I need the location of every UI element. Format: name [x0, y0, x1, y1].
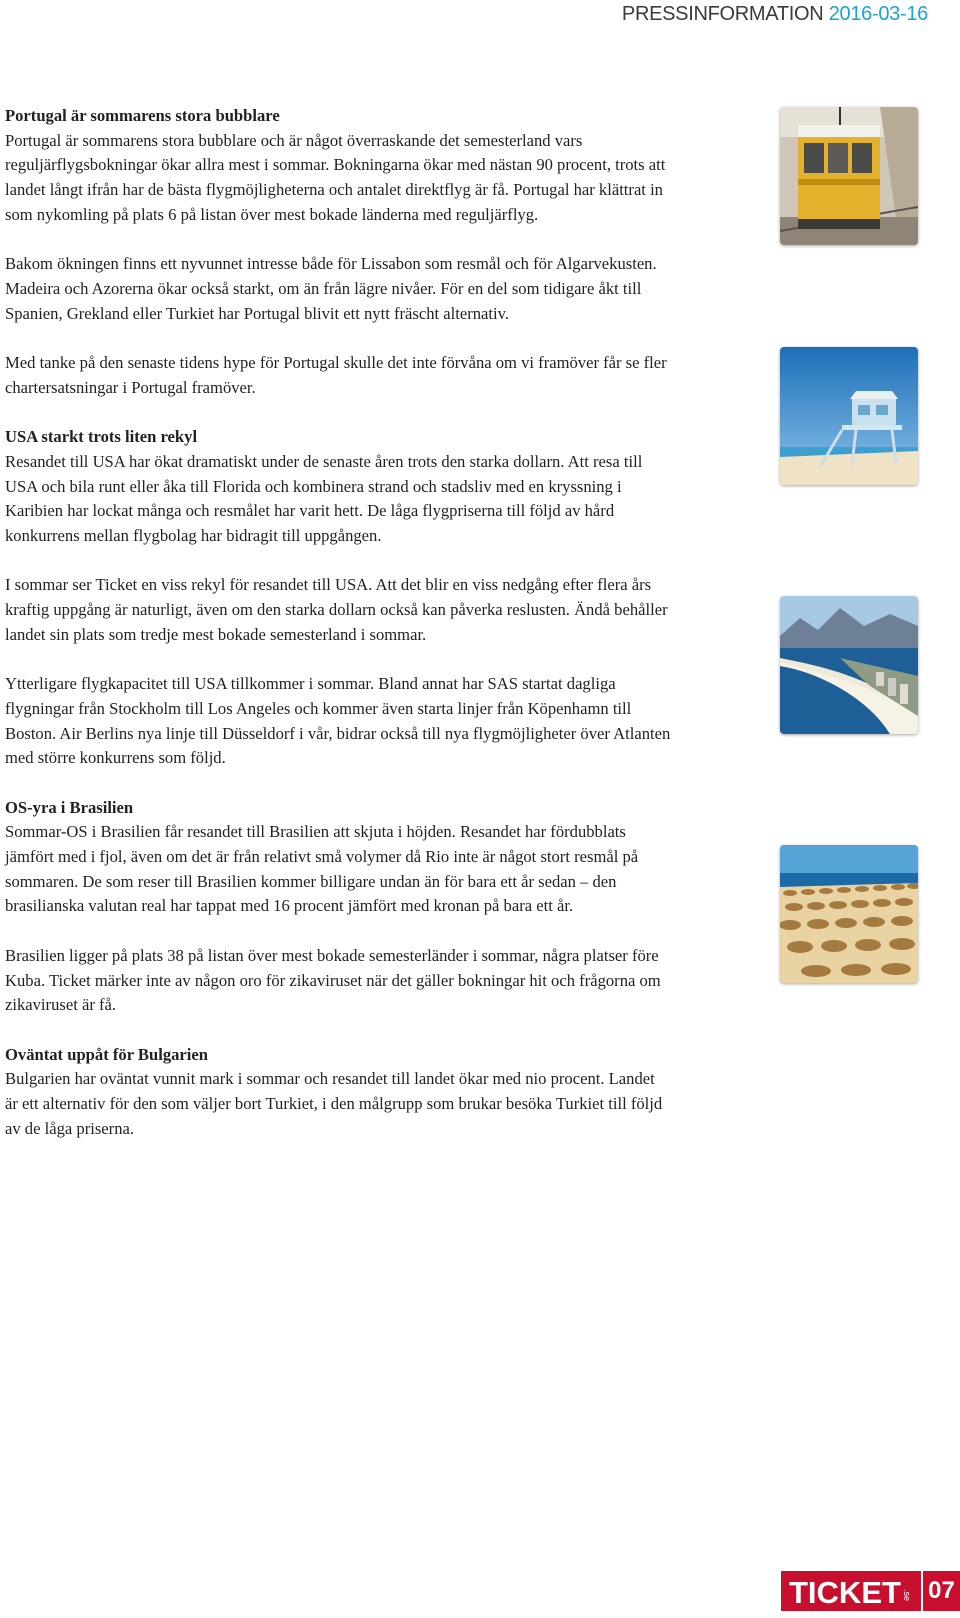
paragraph: Bulgarien har oväntat vunnit mark i sommar och resandet till landet ökar med nio procent. Landet är ett alternativ för den som väljer bort Turkiet, i den målgrupp som brukar besöka Turkiet till följd av de låga priserna. [5, 1069, 663, 1138]
logo-text: TICKET [789, 1575, 901, 1610]
tram-photo [780, 107, 918, 245]
paragraph: Sommar-OS i Brasilien får resandet till Brasilien att skjuta i höjden. Resandet har fördubblats jämfört med i fjol, även om det är från relativt små volymer då Rio inte är något stort resmål på sommaren. De som reser till Brasilien kommer billigare undan än för bara ett år sedan – den brasilianska valutan real har tappat med 16 procent jämfört med kronan på bara ett år. [5, 822, 639, 916]
section-heading: OS-yra i Brasilien [5, 797, 134, 817]
section-brasil [5, 796, 671, 920]
header-date: 2016-03-16 [828, 3, 928, 25]
beach-umbrellas-photo [780, 845, 918, 983]
paragraph: Ytterligare flygkapacitet till USA tillkommer i sommar. Bland annat har SAS startat dagliga flygningar från Stockholm till Los Angeles och kommer även starta linjer från Köpenhamn till Boston. Air Berlins nya linje till Düsseldorf i vår, bidrar också till nya flygmöjligheter över Atlanten med större konkurrens som följd. [5, 674, 671, 768]
page-header [622, 0, 928, 28]
article-body [5, 104, 671, 1166]
ticket-logo [781, 1571, 921, 1611]
section-portugal [5, 104, 671, 228]
paragraph: Portugal är sommarens stora bubblare och är något överraskande det semesterland vars reguljärflygsbokningar ökar allra mest i sommar. Bokningarna ökar med nästan 90 procent, trots att landet långt ifrån har de bästa flygmöjligheterna och antalet direktflyg är få. Portugal har klättrat in som nykomling på plats 6 på listan över mest bokade länderna med reguljärflyg. [5, 130, 666, 224]
paragraph: Med tanke på den senaste tidens hype för Portugal skulle det inte förvåna om vi framöver får se fler chartersatsningar i Portugal framöver. [5, 353, 667, 397]
page-number: 07 [923, 1571, 960, 1611]
section-heading: Portugal är sommarens stora bubblare [5, 106, 280, 125]
paragraph: Resandet till USA har ökat dramatiskt under de senaste åren trots den starka dollarn. Att resa till USA och bila runt eller åka till Florida och kombinera strand och stadsliv med en kryssning i Karibien har lockat många och resmålet har varit hett. De låga flygpriserna till följd av hård konkurrens mellan flygbolag har bidragit till uppgången. [5, 451, 643, 545]
section-bulgarien [5, 1043, 671, 1142]
section-heading: USA starkt trots liten rekyl [5, 427, 198, 447]
section-heading: Oväntat uppåt för Bulgarien [5, 1044, 208, 1064]
header-label: PRESSINFORMATION [621, 3, 824, 25]
paragraph: Bakom ökningen finns ett nyvunnet intresse både för Lissabon som resmål och för Algarvekusten. Madeira och Azorerna ökar också starkt, om än från lägre nivåer. För en del som tidigare åkt till Spanien, Grekland eller Turkiet har Portugal blivit ett nytt fräscht alternativ. [5, 254, 657, 323]
lifeguard-tower-photo [780, 347, 918, 485]
logo-suffix: .se [902, 1589, 912, 1602]
section-usa [5, 425, 671, 549]
paragraph: Brasilien ligger på plats 38 på listan över mest bokade semesterländer i sommar, några platser före Kuba. Ticket märker inte av någon oro för zikaviruset när det gäller bokningar hit och frågorna om zikaviruset är få. [5, 945, 661, 1015]
paragraph: I sommar ser Ticket en viss rekyl för resandet till USA. Att det blir en viss nedgång efter flera års kraftig uppgång är naturligt, även om den starka dollarn också kan påverka reslusten. Ändå behåller landet sin plats som tredje mest bokade semesterland i sommar. [5, 575, 668, 644]
rio-coast-photo [780, 596, 918, 734]
